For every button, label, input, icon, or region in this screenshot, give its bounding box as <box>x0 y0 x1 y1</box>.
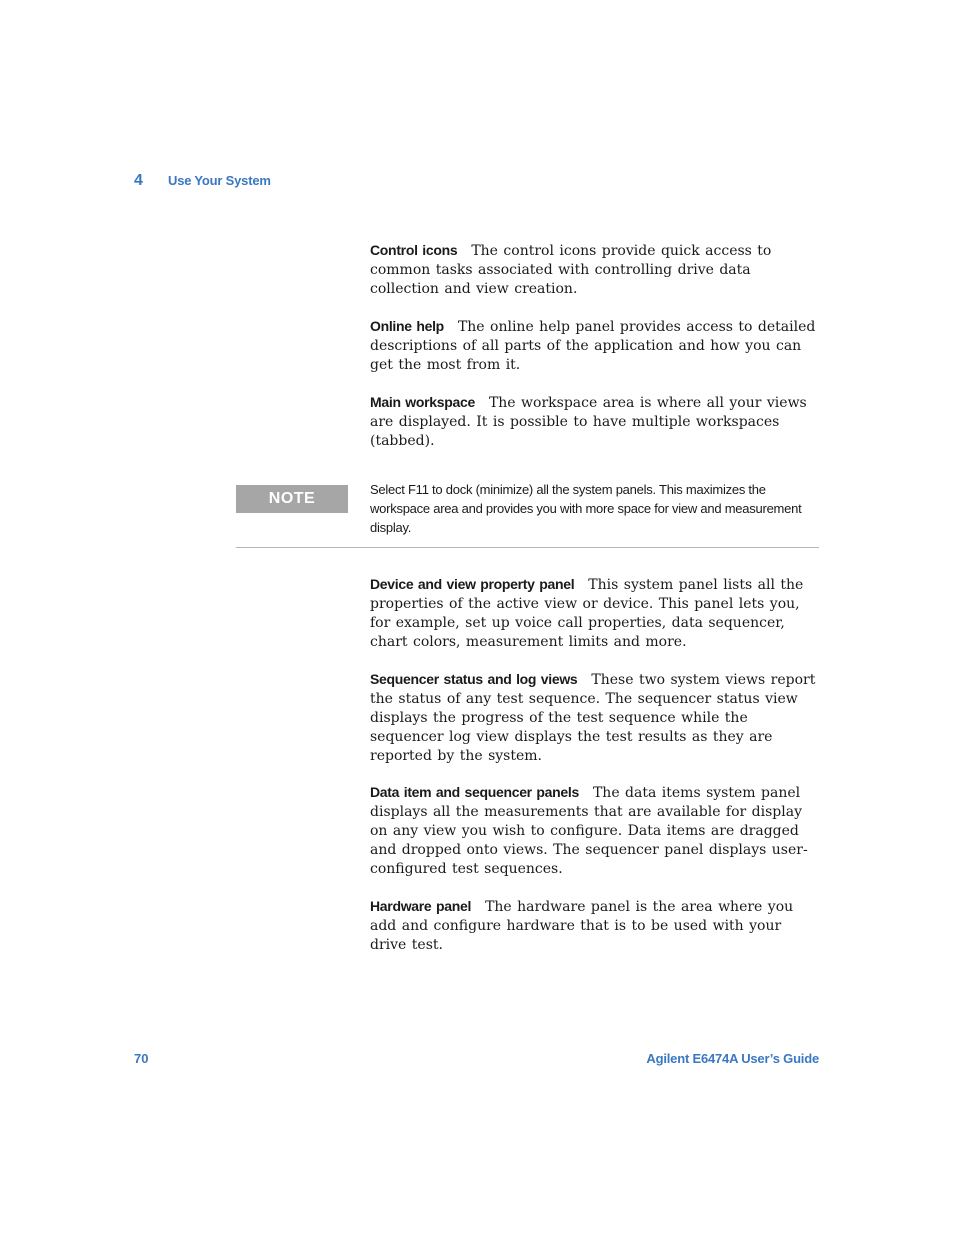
definition-sequencer-status-log-views <box>370 670 816 766</box>
term-main-workspace: Main workspace <box>370 394 475 410</box>
text-hardware-panel: The hardware panel is the area where you add and configure hardware that is to be used with your drive test. <box>370 899 794 953</box>
text-device-view-property-panel: This system panel lists all the properties of the active view or device. This panel lets you, for example, set up voice call properties, data sequencer, chart colors, measurement limits and more. <box>370 577 804 650</box>
term-device-view-property-panel: Device and view property panel <box>370 576 575 592</box>
term-control-icons: Control icons <box>370 242 458 258</box>
chapter-title: Use Your System <box>168 173 271 188</box>
page-number: 70 <box>134 1051 149 1066</box>
definition-device-view-property-panel <box>370 575 816 652</box>
definition-hardware-panel <box>370 897 816 955</box>
text-data-item-sequencer-panels: The data items system panel displays all the measurements that are available for display on any view you wish to configure. Data items are dragged and dropped onto views. The sequencer panel displays user-configured test sequences. <box>370 785 808 877</box>
definition-control-icons <box>370 241 816 299</box>
definition-main-workspace <box>370 393 816 451</box>
term-sequencer-status-log-views: Sequencer status and log views <box>370 671 578 687</box>
term-hardware-panel: Hardware panel <box>370 898 472 914</box>
text-main-workspace: The workspace area is where all your views are displayed. It is possible to have multiple workspaces (tabbed). <box>370 395 807 449</box>
text-online-help: The online help panel provides access to detailed descriptions of all parts of the application and how you can get the most from it. <box>370 319 816 373</box>
definition-data-item-sequencer-panels <box>370 783 816 879</box>
note-text: Select F11 to dock (minimize) all the system panels. This maximizes the workspace area and provides you with more space for view and measurement display. <box>370 482 802 535</box>
chapter-number: 4 <box>134 172 143 189</box>
running-header <box>134 172 271 190</box>
term-online-help: Online help <box>370 318 444 334</box>
note-label: NOTE <box>236 485 348 513</box>
definition-online-help <box>370 317 816 375</box>
term-data-item-sequencer-panels: Data item and sequencer panels <box>370 784 579 800</box>
text-sequencer-status-log-views: These two system views report the status of any test sequence. The sequencer status view displays the progress of the test sequence while the sequencer log view displays the test results as they are reported by the system. <box>370 672 816 764</box>
guide-title: Agilent E6474A User’s Guide <box>646 1051 819 1066</box>
text-control-icons: The control icons provide quick access to common tasks associated with controlling drive data collection and view creation. <box>370 243 772 297</box>
note-divider <box>236 547 819 548</box>
